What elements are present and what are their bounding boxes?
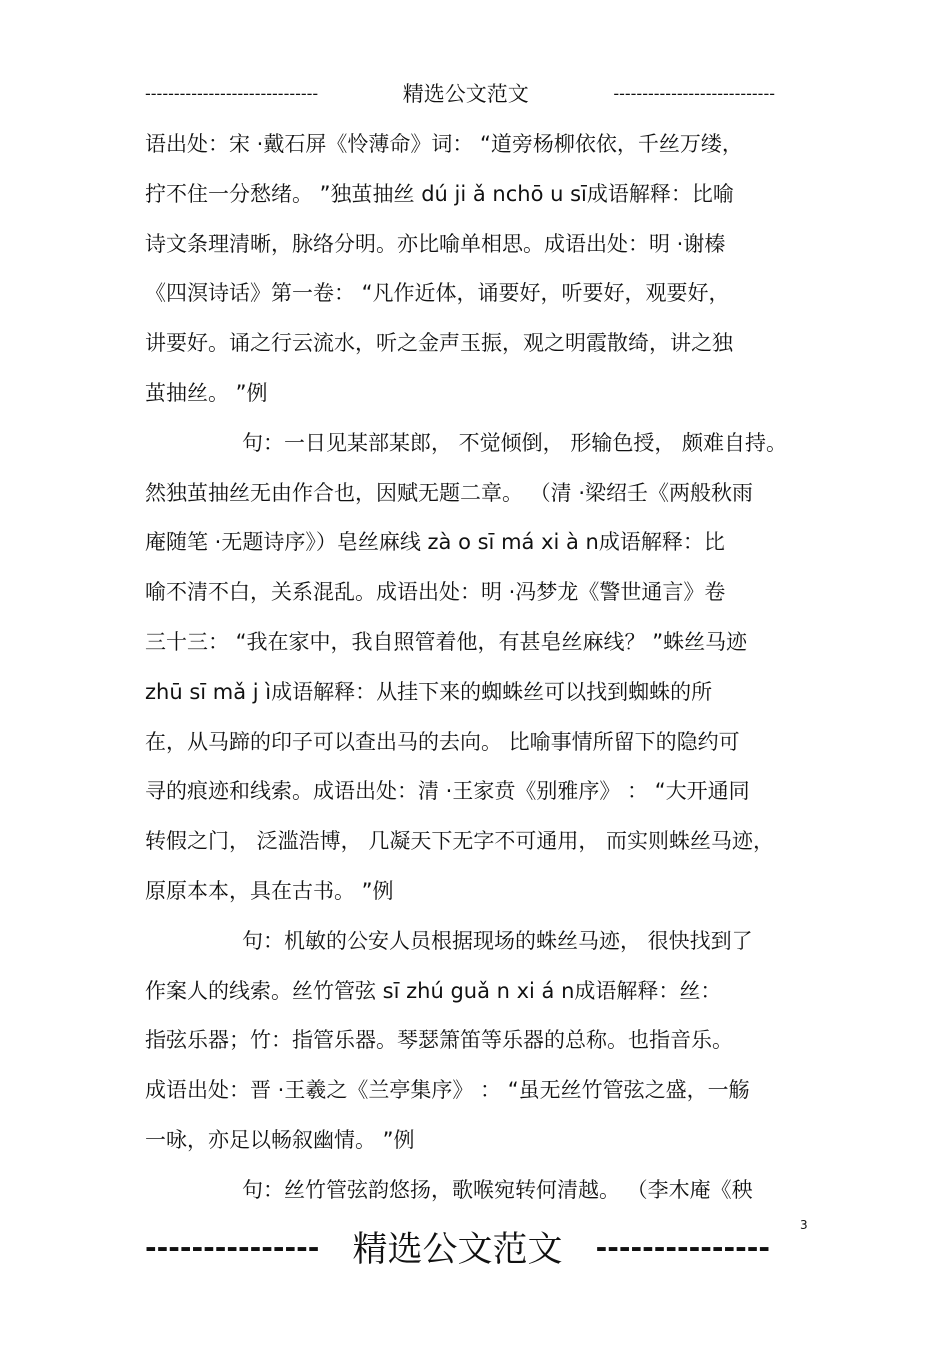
text-line: 然独茧抽丝无由作合也，因赋无题二章。 （清 ·梁绍壬《两般秋雨 [145, 480, 754, 505]
text-line: 作案人的线索。丝竹管弦 sī zhú guǎ n xi á n成语解释：丝： [145, 978, 722, 1003]
text-line: 三十三： “我在家中，我自照管着他，有甚皂丝麻线？ ”蛛丝马迹 [145, 629, 748, 654]
text-line: 句：丝竹管弦韵悠扬，歌喉宛转何清越。 （李木庵《秧 [242, 1177, 753, 1202]
text-line: 在，从马蹄的印子可以查出马的去向。 比喻事情所留下的隐约可 [145, 729, 740, 754]
text-line: 一咏，亦足以畅叙幽情。 ”例 [145, 1127, 415, 1152]
text-line: zhū sī mǎ j ì成语解释：从挂下来的蜘蛛丝可以找到蜘蛛的所 [145, 679, 713, 704]
text-line: 寻的痕迹和线索。成语出处：清 ·王家贲《别雅序》 ： “大开通同 [145, 779, 750, 804]
header-right-rule: ---------------------------- [613, 83, 775, 103]
text-line: 《四溟诗话》第一卷： “凡作近体，诵要好，听要好，观要好， [145, 281, 730, 306]
page-number: 3 [800, 1218, 808, 1232]
footer-title: 精选公文范文 [352, 1230, 563, 1270]
page-header [145, 78, 775, 108]
footer-left-rule: --------------- [145, 1230, 320, 1264]
page-footer [145, 1222, 770, 1272]
footer-right-rule: --------------- [595, 1230, 770, 1264]
document-body [145, 120, 810, 1216]
text-line: 语出处：宋 ·戴石屏《怜薄命》词： “道旁杨柳依依，千丝万缕， [145, 132, 743, 156]
text-line: 茧抽丝。 ”例 [145, 380, 268, 405]
text-line: 成语出处：晋 ·王羲之《兰亭集序》 ： “虽无丝竹管弦之盛，一觞 [145, 1078, 750, 1103]
header-title: 精选公文范文 [402, 82, 529, 106]
text-line: 句：机敏的公安人员根据现场的蛛丝马迹， 很快找到了 [242, 928, 753, 953]
text-line: 庵随笔 ·无题诗序》）皂丝麻线 zà o sī má xi à n成语解释：比 [145, 530, 725, 555]
text-line: 句：一日见某部某郎， 不觉倾倒， 形输色授， 颇难自持。 [242, 430, 788, 455]
header-left-rule: ------------------------------ [145, 83, 319, 103]
text-line: 诗文条理清晰，脉络分明。亦比喻单相思。成语出处：明 ·谢榛 [145, 231, 726, 256]
text-line: 喻不清不白，关系混乱。成语出处：明 ·冯梦龙《警世通言》卷 [145, 580, 726, 605]
text-line: 原原本本，具在古书。 ”例 [145, 878, 394, 903]
text-line: 讲要好。诵之行云流水，听之金声玉振，观之明霞散绮，讲之独 [145, 331, 733, 356]
text-line: 拧不住一分愁绪。 ”独茧抽丝 dú ji ǎ nchō u sī成语解释：比喻 [145, 181, 734, 206]
text-line: 指弦乐器；竹：指管乐器。琴瑟箫笛等乐器的总称。也指音乐。 [145, 1028, 733, 1053]
text-line: 转假之门， 泛滥浩博， 几凝天下无字不可通用， 而实则蛛丝马迹， [145, 829, 775, 854]
